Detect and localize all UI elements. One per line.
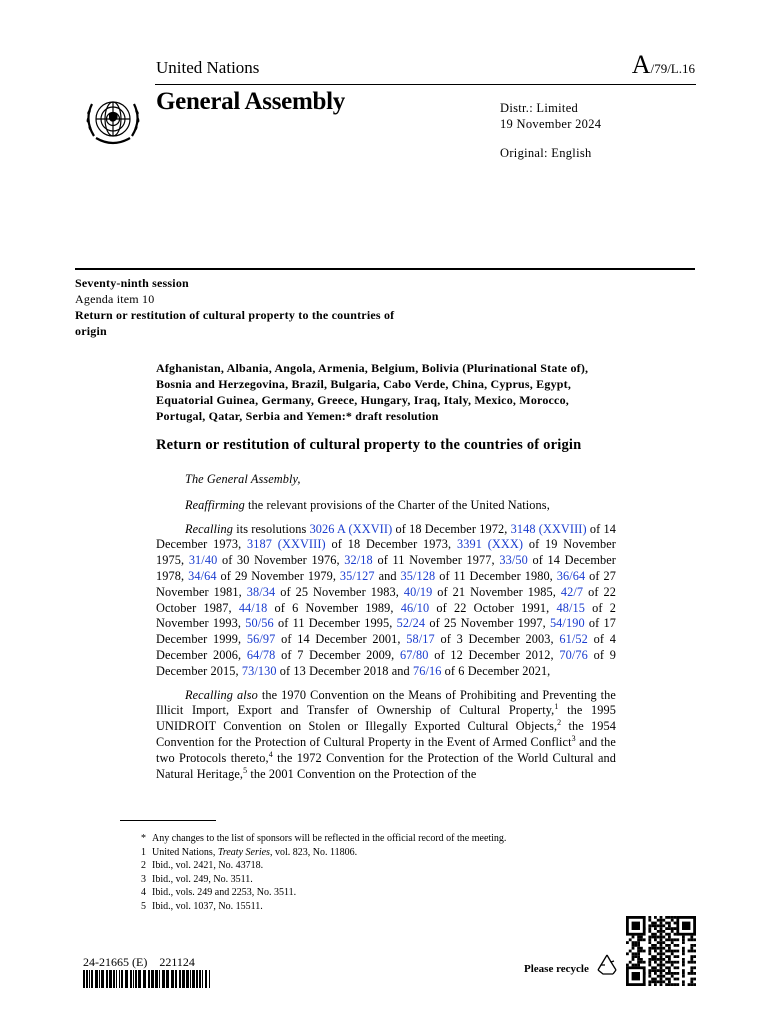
footnote-ref: 5	[243, 765, 248, 775]
resolution-link[interactable]: 46/10	[400, 600, 430, 615]
sponsors-list: Afghanistan, Albania, Angola, Armenia, Belgium, Bolivia (Plurinational State of), Bosnia and Herzegovina, Brazil, Bulgaria, Cabo Verde, China, Cyprus, Egypt, Equatorial Guinea, Germany, Greece, Hungary, Iraq, Italy, Mexico, Morocco, Portugal, Qatar, Serbia and Yemen:* draft resolution	[156, 361, 589, 423]
footnote-rule	[120, 820, 216, 821]
session-name: Seventy-ninth session	[75, 276, 189, 290]
resolution-link[interactable]: 3391 (XXX)	[456, 537, 524, 552]
resolution-link[interactable]: 32/18	[344, 553, 373, 568]
resolution-link[interactable]: 52/24	[396, 616, 426, 631]
resolution-body	[156, 472, 616, 790]
resolution-link[interactable]: 44/18	[238, 600, 268, 615]
resolution-link[interactable]: 73/130	[241, 663, 277, 678]
distribution-info	[500, 100, 601, 132]
resolution-link[interactable]: 3148 (XXVIII)	[510, 521, 587, 536]
resolution-link[interactable]: 34/64	[188, 568, 217, 583]
session-block	[75, 275, 415, 339]
footnote: 3 Ibid., vol. 249, No. 3511.	[141, 873, 253, 885]
resolution-link[interactable]: 64/78	[246, 647, 276, 662]
recycle-icon	[594, 952, 620, 978]
resolution-link[interactable]: 3026 A (XXVII)	[309, 521, 393, 536]
document-number: 24-21665 (E) 221124	[83, 955, 195, 969]
opening-phrase: The General Assembly,	[185, 472, 301, 486]
resolution-link[interactable]: 42/7	[560, 584, 584, 599]
please-recycle-label: Please recycle	[524, 963, 589, 975]
resolution-link[interactable]: 56/97	[246, 632, 276, 647]
resolution-link[interactable]: 35/127	[339, 568, 375, 583]
section-rule	[75, 268, 695, 270]
body-title: General Assembly	[156, 88, 345, 115]
footnote: 4 Ibid., vols. 249 and 2253, No. 3511.	[141, 887, 297, 899]
un-emblem-icon	[80, 92, 146, 150]
resolution-title: Return or restitution of cultural property to the countries of origin	[156, 437, 582, 453]
resolution-link[interactable]: 33/50	[499, 553, 528, 568]
header-rule	[155, 84, 696, 85]
resolution-link[interactable]: 31/40	[188, 553, 218, 568]
barcode-icon	[83, 970, 213, 988]
resolution-link[interactable]: 54/190	[549, 616, 585, 631]
resolution-link[interactable]: 38/34	[246, 584, 276, 599]
resolution-link[interactable]: 76/16	[412, 663, 442, 678]
footnote-ref: 2	[557, 718, 562, 728]
org-name: United Nations	[156, 58, 260, 77]
agenda-item-title: Return or restitution of cultural property to the countries of origin	[75, 308, 395, 338]
footnote: 2 Ibid., vol. 2421, No. 43718.	[141, 860, 264, 872]
resolution-link[interactable]: 61/52	[559, 632, 588, 647]
preamble-paragraph-2: Recalling its resolutions 3026 A (XXVII) of 18 December 1972, 3148 (XXVIII) of 14 December 1973, 3187 (XXVIII) of 18 December 1973, 3391 (XXX) of 19 November 1975, 31/40 of 30 November 1976, 32/18 of 11 November 1977, 33/50 of 14 December 1978, 34/64 of 29 November 1979, 35/127 and 35/128 of 11 December 1980, 36/64 of 27 November 1981, 38/34 of 25 November 1983, 40/19 of 21 November 1985, 42/7 of 22 October 1987, 44/18 of 6 November 1989, 46/10 of 22 October 1991, 48/15 of 2 November 1993, 50/56 of 11 December 1995, 52/24 of 25 November 1997, 54/190 of 17 December 1999, 56/97 of 14 December 2001, 58/17 of 3 December 2003, 61/52 of 4 December 2006, 64/78 of 7 December 2009, 67/80 of 12 December 2012, 70/76 of 9 December 2015, 73/130 of 13 December 2018 and 76/16 of 6 December 2021,	[156, 521, 617, 678]
footnote: 5 Ibid., vol. 1037, No. 15511.	[141, 900, 263, 912]
agenda-item: Agenda item 10	[75, 292, 155, 306]
distr-line: Distr.: Limited	[500, 101, 579, 115]
qr-code-icon	[626, 916, 696, 986]
resolution-link[interactable]: 70/76	[559, 647, 588, 662]
resolution-link[interactable]: 58/17	[406, 632, 435, 647]
document-date: 19 November 2024	[500, 117, 602, 131]
footnotes	[130, 832, 650, 914]
resolution-link[interactable]: 40/19	[403, 584, 433, 599]
resolution-link[interactable]: 36/64	[556, 568, 586, 583]
resolution-link[interactable]: 50/56	[245, 616, 274, 631]
resolution-link[interactable]: 3187 (XXVIII)	[247, 537, 326, 552]
footnote-ref: 1	[554, 702, 559, 712]
footnote-ref: 3	[571, 733, 576, 743]
footnote: * Any changes to the list of sponsors will be reflected in the official record of the meeting.	[141, 833, 507, 844]
preamble-paragraph-1: Reaffirming the relevant provisions of the Charter of the United Nations,	[185, 497, 550, 512]
resolution-link[interactable]: 35/128	[400, 568, 436, 583]
resolution-link[interactable]: 48/15	[556, 600, 585, 615]
resolution-link[interactable]: 67/80	[400, 647, 429, 662]
document-symbol: A/79/L.16	[631, 50, 695, 79]
preamble-paragraph-3: Recalling also the 1970 Convention on the Means of Prohibiting and Preventing the Illicit Import, Export and Transfer of Ownership of Cultural Property,$^1$ the 1995 UNIDROIT Convention on Stolen or Illegally Exported Cultural Objects,$^2$ the 1954 Convention for the Protection of Cultural Property in the Event of Armed Conflict$^3$ and the two Protocols thereto,$^4$ the 1972 Convention for the Protection of the World Cultural and Natural Heritage,$^5$ the 2001 Convention on the Protection of the	[156, 687, 617, 781]
footnote-ref: 4	[268, 749, 273, 759]
original-language: Original: English	[500, 146, 592, 160]
footnote: 1 United Nations, Treaty Series, vol. 823, No. 11806.	[141, 846, 358, 858]
